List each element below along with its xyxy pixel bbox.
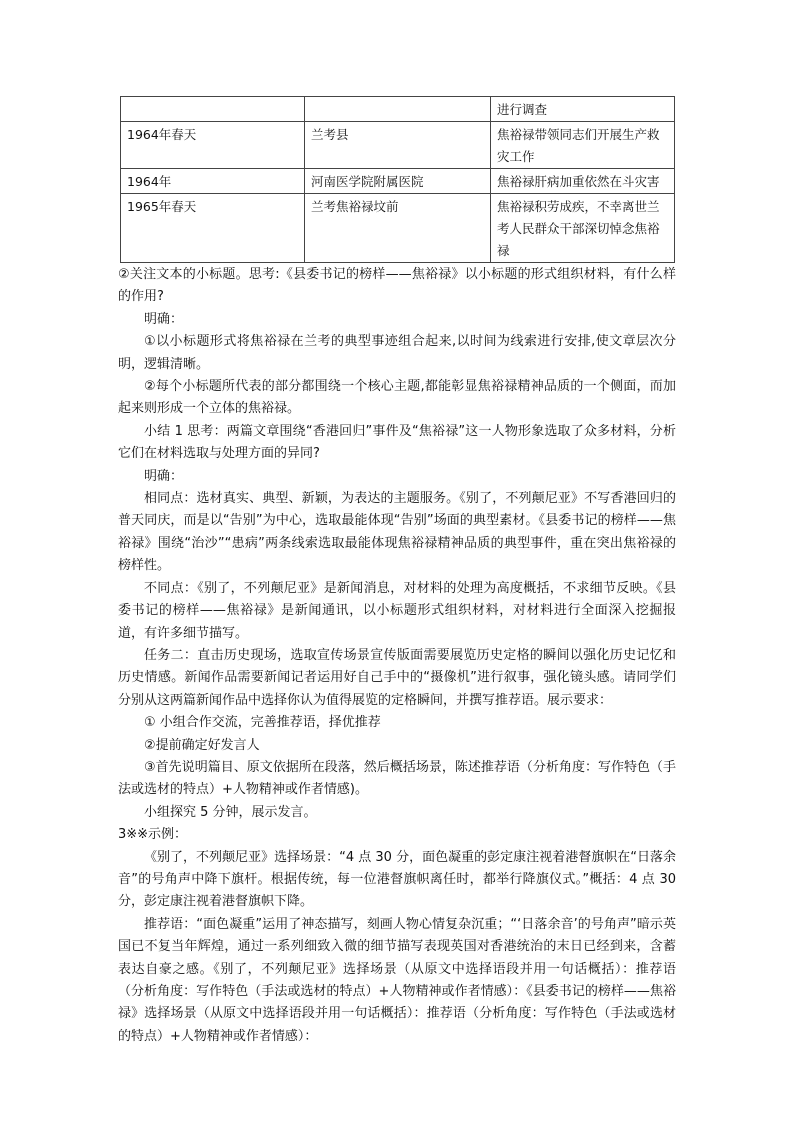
- table-cell: [305, 97, 491, 122]
- table-cell: 兰考县: [305, 122, 491, 169]
- paragraph: ① 小组合作交流，完善推荐语，择优推荐: [144, 715, 381, 731]
- table-cell: 焦裕禄带领同志们开展生产救灾工作: [491, 122, 675, 169]
- table-cell: 进行调查: [491, 97, 675, 122]
- table-cell: 兰考焦裕禄坟前: [305, 194, 491, 263]
- table-cell: 1964年春天: [121, 122, 305, 169]
- paragraph: 明确：: [144, 468, 184, 484]
- table-cell: 1965年春天: [121, 194, 305, 263]
- table-cell: 焦裕禄积劳成疾，不幸离世兰考人民群众干部深切悼念焦裕禄: [491, 194, 675, 263]
- table-row: [121, 169, 675, 194]
- paragraph: 3※※示例：: [118, 827, 188, 843]
- paragraph: 小结 1 思考：两篇文章围绕“香港回归”事件及“焦裕禄”这一人物形象选取了众多材料，分析它们在材料选取与处理方面的异同?: [118, 423, 676, 462]
- table-cell: 河南医学院附属医院: [305, 169, 491, 194]
- paragraph: ③首先说明篇目、原文依据所在段落，然后概括场景，陈述推荐语（分析角度：写作特色（手法或选材的特点）+人物精神或作者情感)。: [118, 759, 676, 798]
- paragraph: 《别了，不列颠尼亚》选择场景：“4 点 30 分，面色凝重的彭定康注视着港督旗帜在“日落余音”的号角声中降下旗杆。根据传统，每一位港督旗帜离任时，都举行降旗仪式。”概括：4 点 30 分，彭定康注视着港督旗帜下降。: [118, 849, 676, 910]
- paragraph: 明确：: [144, 311, 184, 327]
- table-cell: 1964年: [121, 169, 305, 194]
- paragraph: 不同点：《别了，不列颠尼亚》是新闻消息，对材料的处理为高度概括，不求细节反映。《县委书记的榜样——焦裕禄》是新闻通讯，以小标题形式组织材料，对材料进行全面深入挖掘报道，有许多细节描写。: [118, 580, 676, 641]
- paragraph: ①以小标题形式将焦裕禄在兰考的典型事迹组合起来,以时间为线索进行安排,使文章层次分明，逻辑清晰。: [118, 334, 676, 372]
- table-row: [121, 122, 675, 169]
- paragraph: ②关注文本的小标题。思考:《县委书记的榜样——焦裕禄》以小标题的形式组织材料，有什么样的作用?: [118, 267, 676, 305]
- paragraph: 相同点：选材真实、典型、新颖，为表达的主题服务。《别了，不列颠尼亚》不写香港回归的普天同庆，而是以“告别”为中心，选取最能体现“告别”场面的典型素材。《县委书记的榜样——焦裕禄》围绕“治沙”“患病”两条线索选取最能体现焦裕禄精神品质的典型事件，重在突出焦裕禄的榜样性。: [118, 491, 676, 574]
- table-cell: 焦裕禄肝病加重依然在斗灾害: [491, 169, 675, 194]
- table-cell: [121, 97, 305, 122]
- event-table: [120, 96, 675, 263]
- table-row: [121, 194, 675, 263]
- body-text: [118, 264, 676, 1048]
- paragraph: ②提前确定好发言人: [144, 737, 260, 753]
- paragraph: 推荐语：“面色凝重”运用了神态描写，刻画人物心情复杂沉重；“‘日落余音’的号角声”暗示英国已不复当年辉煌，通过一系列细致入微的细节描写表现英国对香港统治的末日已经到来，含蓄表达自豪之感。《别了，不列颠尼亚》选择场景（从原文中选择语段并用一句话概括）：推荐语（分析角度：写作特色（手法或选材的特点）+人物精神或作者情感）：《县委书记的榜样——焦裕禄》选择场景（从原文中选择语段并用一句话概括）：推荐语（分析角度：写作特色（手法或选材的特点）+人物精神或作者情感）：: [118, 916, 676, 1044]
- paragraph: ②每个小标题所代表的部分都围绕一个核心主题,都能彰显焦裕禄精神品质的一个侧面，而加起来则形成一个立体的焦裕禄。: [118, 379, 676, 417]
- paragraph: 小组探究 5 分钟，展示发言。: [144, 804, 317, 820]
- paragraph: 任务二：直击历史现场，选取宣传场景宣传版面需要展览历史定格的瞬间以强化历史记忆和历史情感。新闻作品需要新闻记者运用好自己手中的“摄像机”进行叙事，强化镜头感。请同学们分别从这两篇新闻作品中选择你认为值得展览的定格瞬间，并撰写推荐语。展示要求：: [118, 647, 676, 708]
- table-row: [121, 97, 675, 122]
